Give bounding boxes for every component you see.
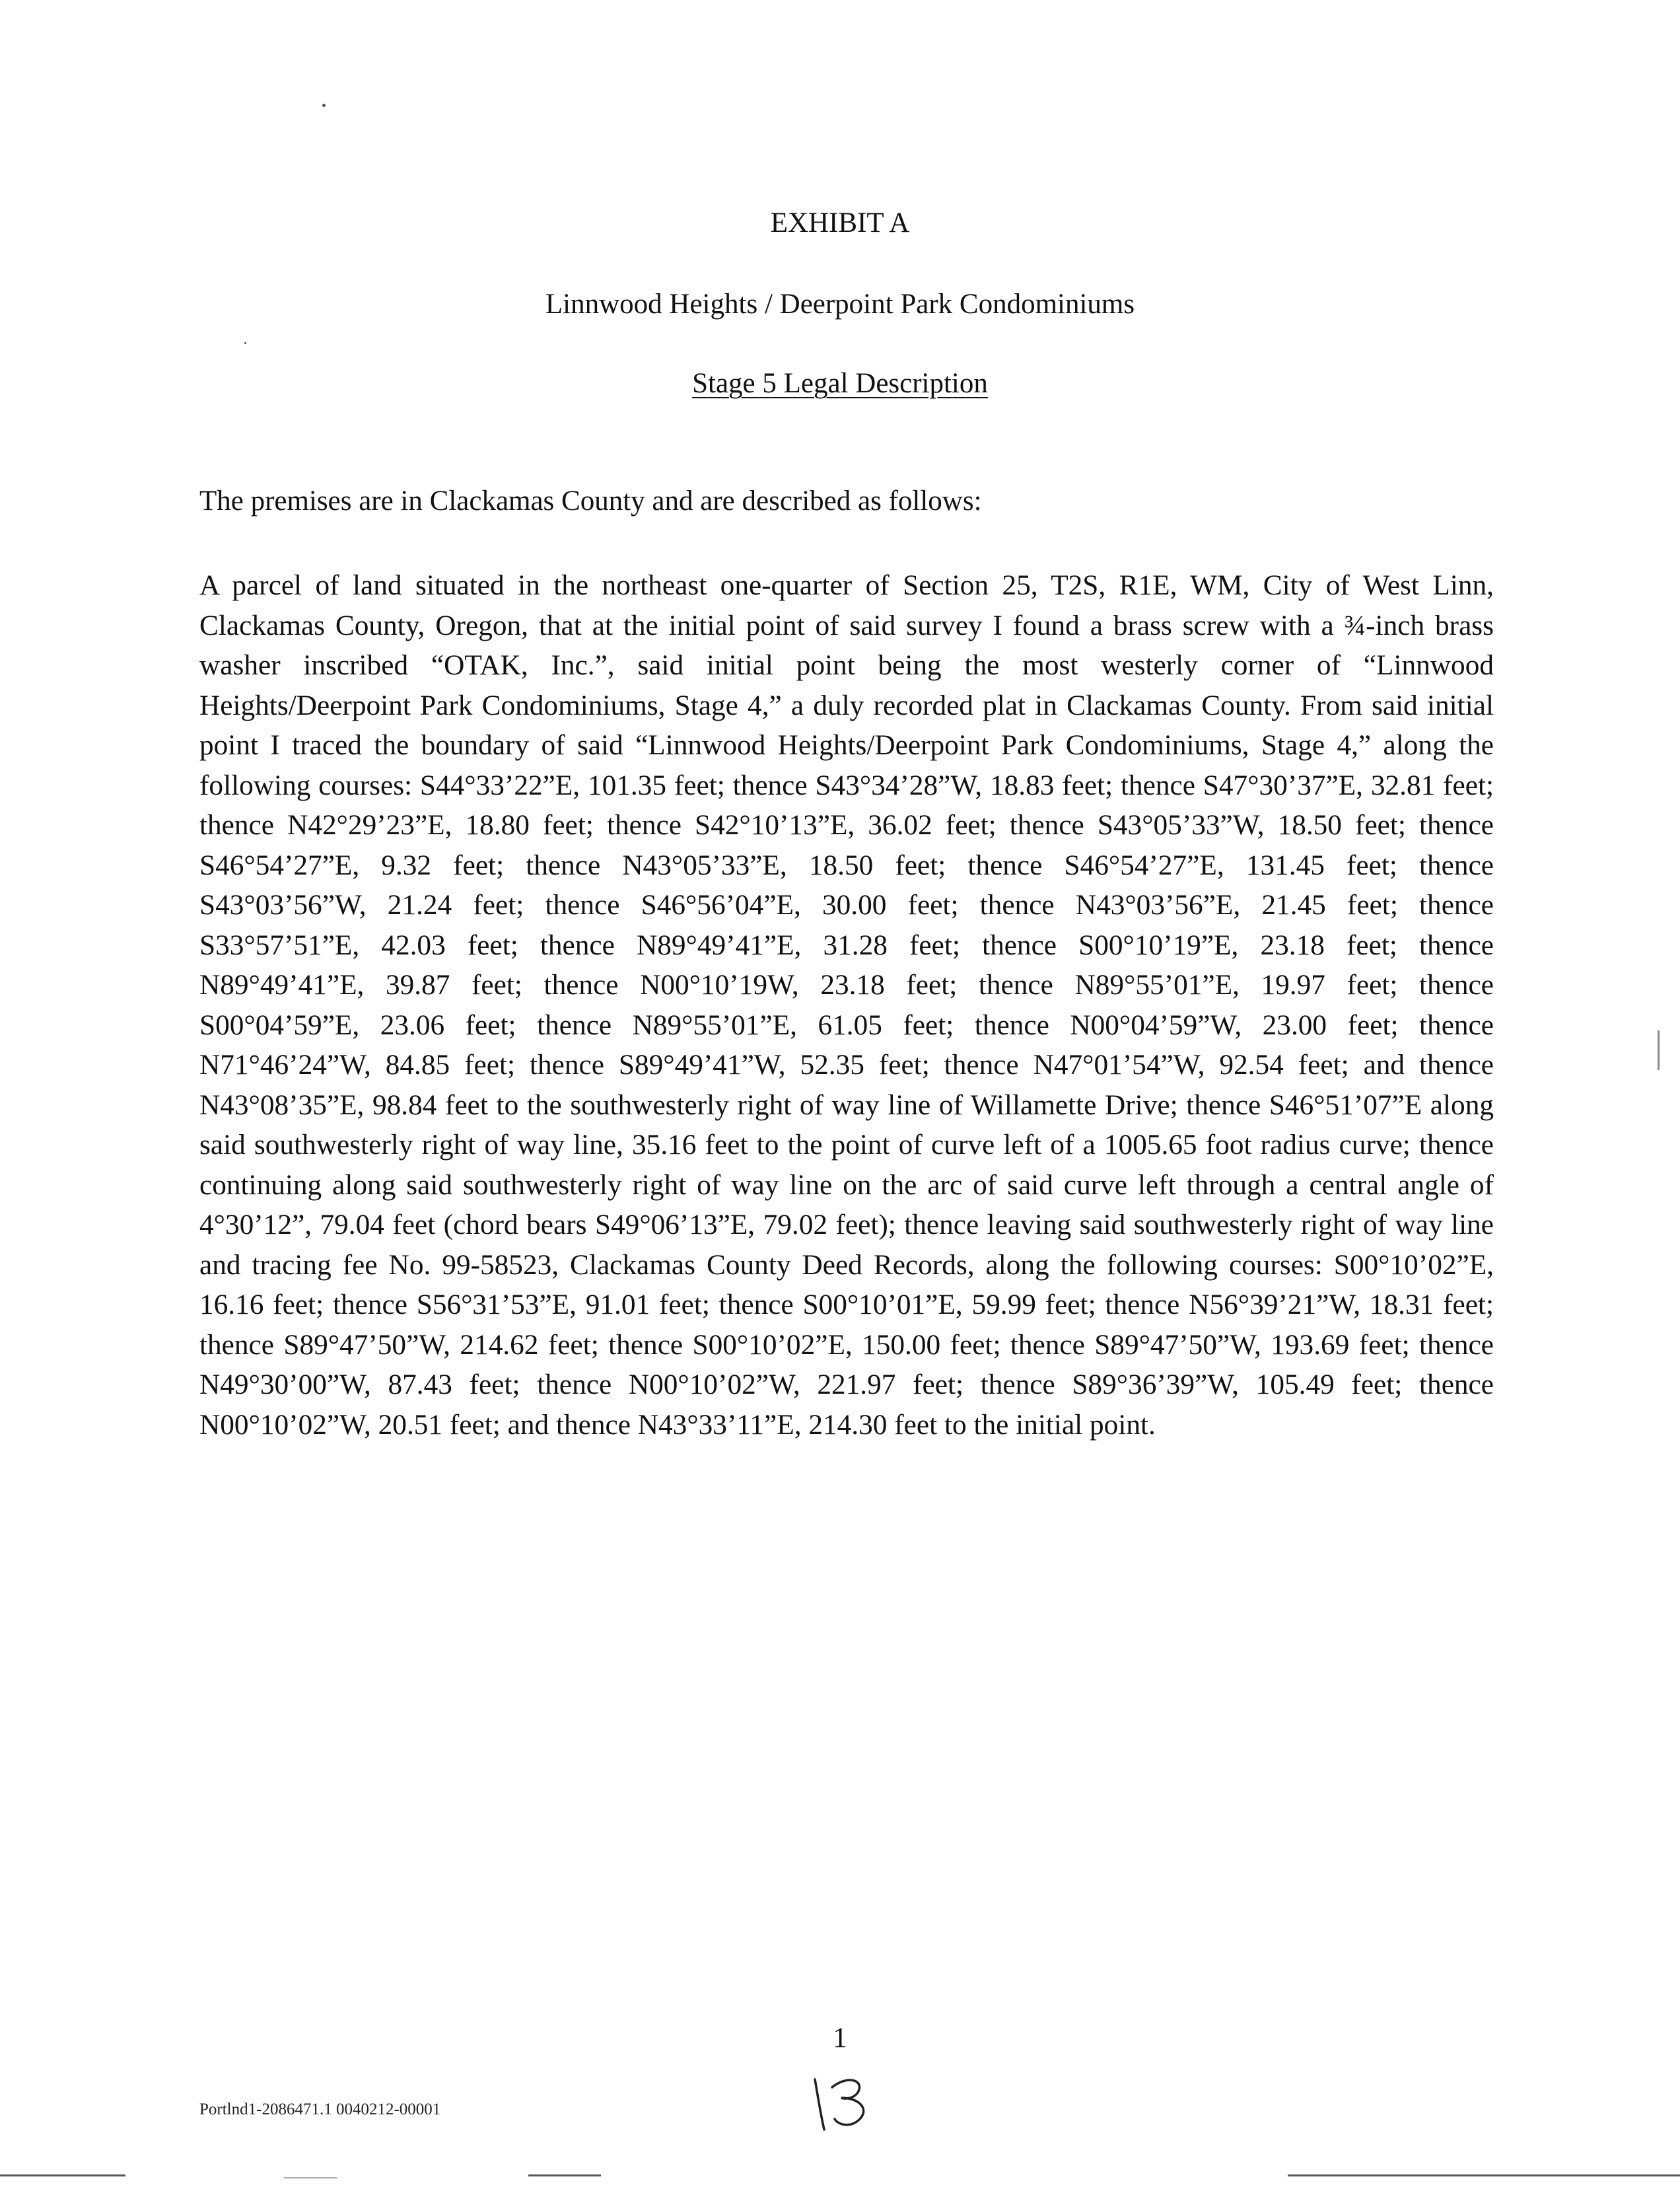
page-number: 1 [833,2023,847,2054]
scan-speck [244,342,246,344]
bottom-scan-line [1288,2174,1680,2176]
intro-paragraph: The premises are in Clackamas County and are described as follows: [199,485,982,517]
exhibit-subtitle: Linnwood Heights / Deerpoint Park Condominiums [545,289,1135,320]
legal-description-body: A parcel of land situated in the northeast one-quarter of Section 25, T2S, R1E, WM, City of West Linn, Clackamas County, Oregon, that at the initial point of said survey I found a brass screw with a ¾-inch brass washer inscribed “OTAK, Inc.”, said initial point being the most westerly corner of “Linnwood Heights/Deerpoint Park Condominiums, Stage 4,” a duly recorded plat in Clackamas County. From said initial point I traced the boundary of said “Linnwood Heights/Deerpoint Park Condominiums, Stage 4,” along the following courses: S44°33’22”E, 101.35 feet; thence S43°34’28”W, 18.83 feet; thence S47°30’37”E, 32.81 feet; thence N42°29’23”E, 18.80 feet; thence S42°10’13”E, 36.02 feet; thence S43°05’33”W, 18.50 feet; thence S46°54’27”E, 9.32 feet; thence N43°05’33”E, 18.50 feet; thence S46°54’27”E, 131.45 feet; thence S43°03’56”W, 21.24 feet; thence S46°56’04”E, 30.00 feet; thence N43°03’56”E, 21.45 feet; thence S33°57’51”E, 42.03 feet; thence N89°49’41”E, 31.28 feet; thence S00°10’19”E, 23.18 feet; thence N89°49’41”E, 39.87 feet; thence N00°10’19W, 23.18 feet; thence N89°55’01”E, 19.97 feet; thence S00°04’59”E, 23.06 feet; thence N89°55’01”E, 61.05 feet; thence N00°04’59”W, 23.00 feet; thence N71°46’24”W, 84.85 feet; thence S89°49’41”W, 52.35 feet; thence N47°01’54”W, 92.54 feet; and thence N43°08’35”E, 98.84 feet to the southwesterly right of way line of Willamette Drive; thence S46°51’07”E along said southwesterly right of way line, 35.16 feet to the point of curve left of a 1005.65 foot radius curve; thence continuing along said southwesterly right of way line on the arc of said curve left through a central angle of 4°30’12”, 79.04 feet (chord bears S49°06’13”E, 79.02 feet); thence leaving said southwesterly right of way line and tracing fee No. 99-58523, Clackamas County Deed Records, along the following courses: S00°10’02”E, 16.16 feet; thence S56°31’53”E, 91.01 feet; thence S00°10’01”E, 59.99 feet; thence N56°39’21”W, 18.31 feet; thence S89°47’50”W, 214.62 feet; thence S00°10’02”E, 150.00 feet; thence S89°47’50”W, 193.69 feet; thence N49°30’00”W, 87.43 feet; thence N00°10’02”W, 221.97 feet; thence S89°36’39”W, 105.49 feet; thence N00°10’02”W, 20.51 feet; and thence N43°33’11”E, 214.30 feet to the initial point. [199,569,1494,1441]
legal-description-heading-text: Stage 5 Legal Description [692,368,988,399]
handwritten-page-mark [800,2061,886,2140]
scan-speck [322,104,326,107]
bottom-scan-line [284,2177,337,2178]
bottom-scan-line [0,2174,125,2176]
handwritten-stroke-three [832,2080,864,2125]
legal-description-heading [0,367,1680,401]
handwritten-stroke-one [815,2079,824,2130]
exhibit-title: EXHIBIT A [770,207,910,238]
bottom-scan-line [528,2174,601,2176]
scan-speck [1658,1030,1660,1070]
document-footer-id: Portlnd1-2086471.1 0040212-00001 [199,2100,441,2118]
